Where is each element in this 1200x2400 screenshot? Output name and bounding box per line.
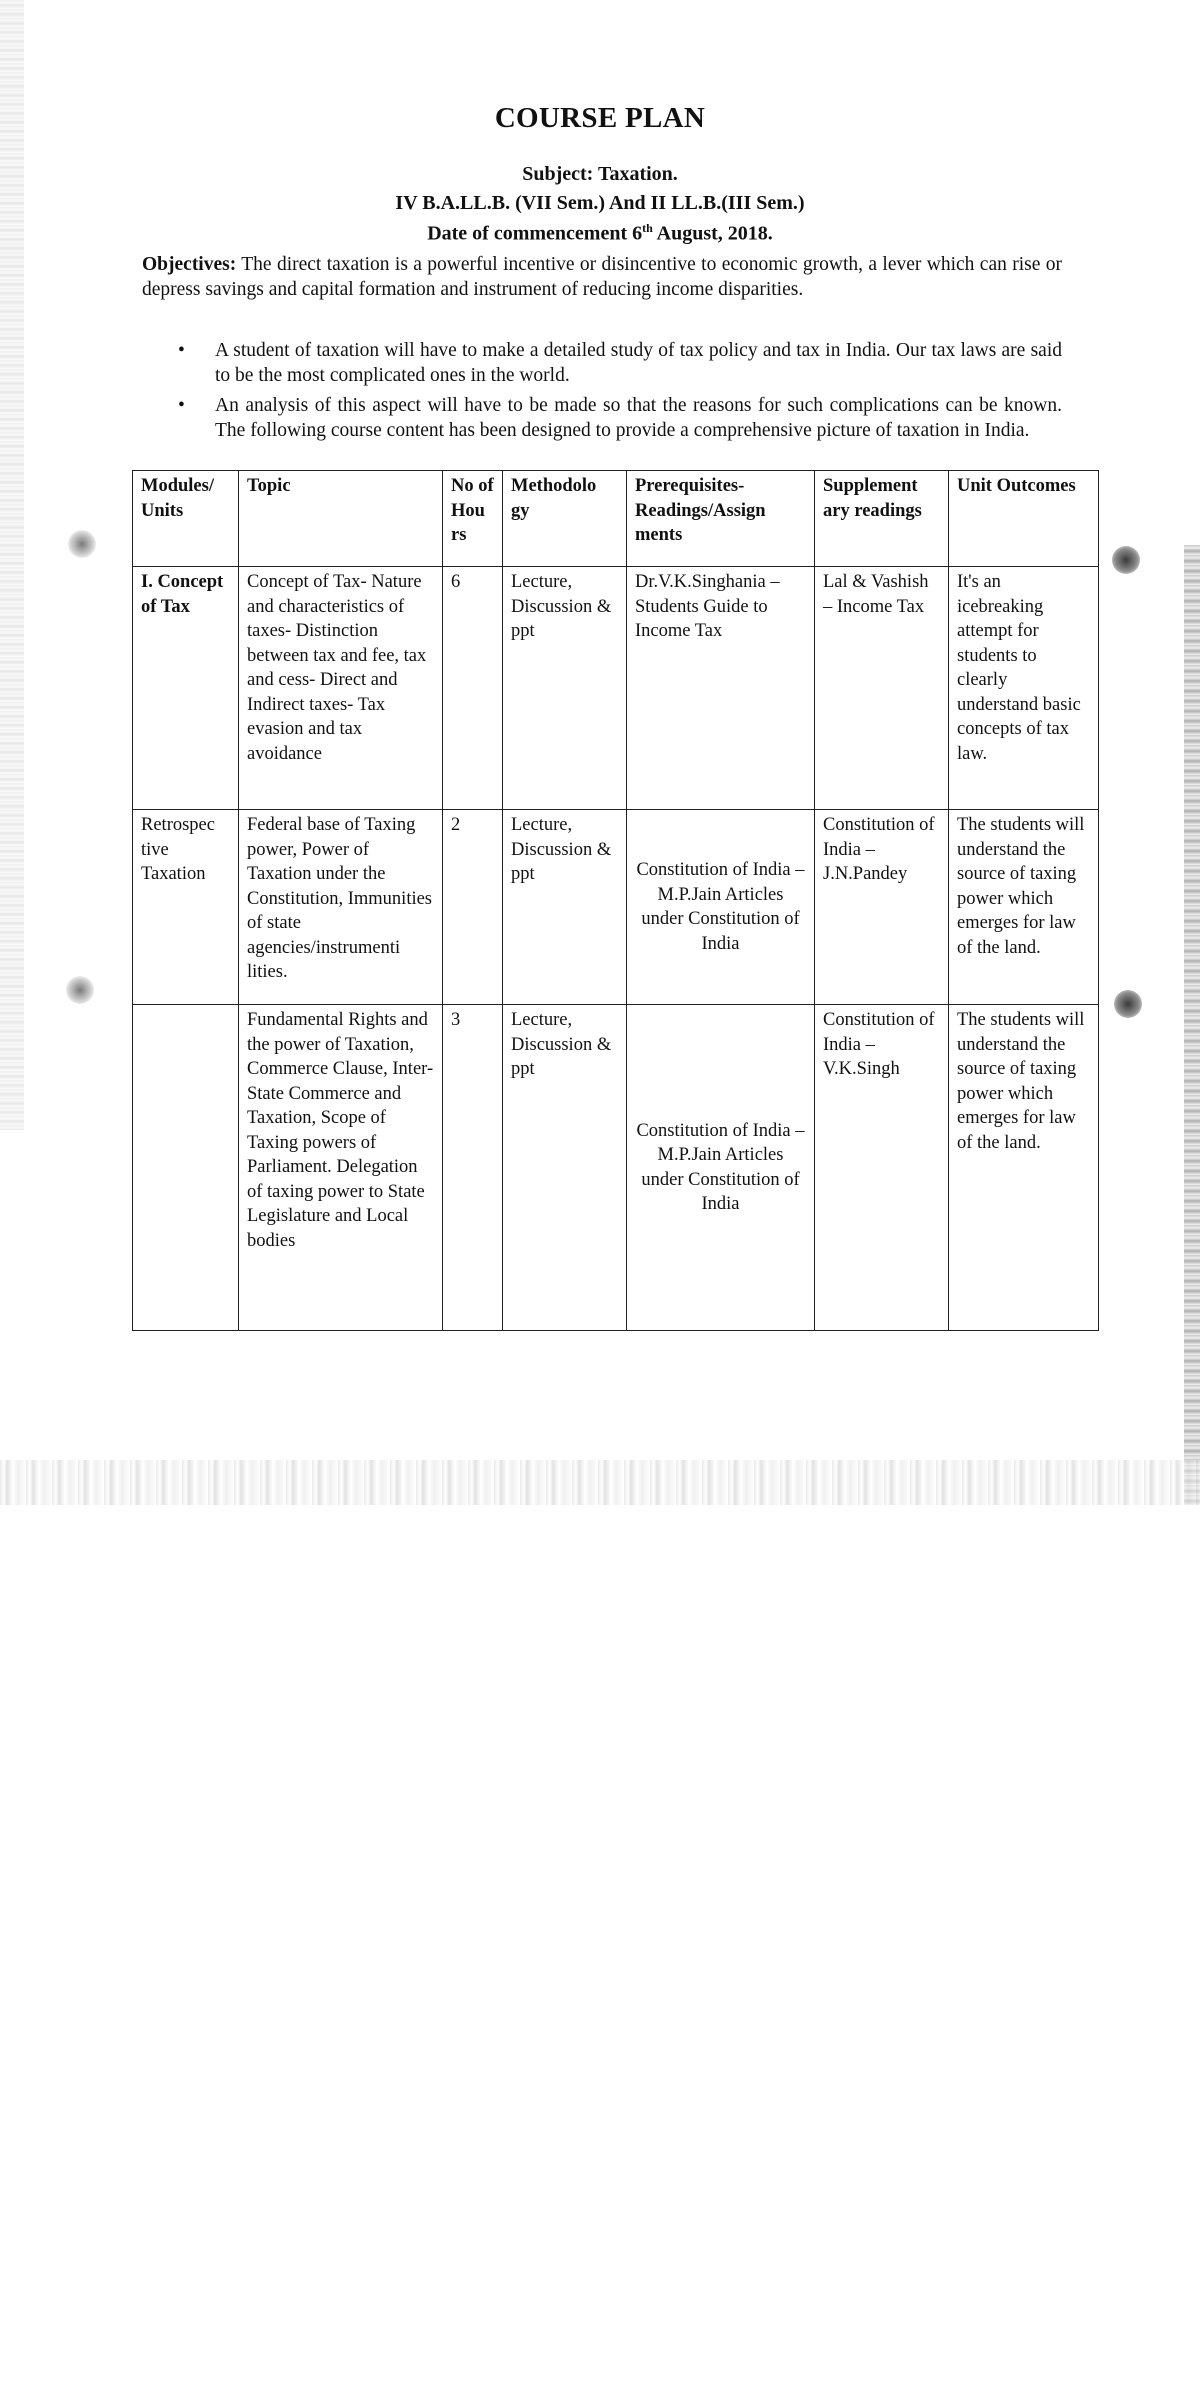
scan-bottom-artifact [0, 1460, 1200, 1505]
cell-module: I. Concept of Tax [133, 567, 239, 810]
table-row [133, 1005, 1099, 1331]
cell-prerequisites: Constitution of India – M.P.Jain Articles under Constitution of India [627, 810, 815, 1005]
header-outcomes: Unit Outcomes [949, 471, 1099, 567]
cell-hours: 2 [443, 810, 503, 1005]
subject-line: Subject: Taxation. [522, 163, 678, 185]
cell-supplementary: Constitution of India – J.N.Pandey [815, 810, 949, 1005]
table-header-row [133, 471, 1099, 567]
cell-methodology: Lecture, Discussion & ppt [503, 567, 627, 810]
document-title: COURSE PLAN [494, 102, 706, 134]
header-hours: No of Hou rs [443, 471, 503, 567]
cell-topic: Concept of Tax- Nature and characteristics of taxes- Distinction between tax and fee, tax and cess- Direct and Indirect taxes- Tax evasion and tax avoidance [239, 567, 443, 810]
cell-topic: Fundamental Rights and the power of Taxation, Commerce Clause, Inter-State Commerce and Taxation, Scope of Taxing powers of Parliament. Delegation of taxing power to State Legislature and Local bodies [239, 1005, 443, 1331]
punch-hole-icon [66, 976, 94, 1004]
list-item: • An analysis of this aspect will have to be made so that the reasons for such complications can be known. The following course content has been designed to provide a comprehensive picture of taxation in India. [178, 395, 1062, 441]
commencement-date: Date of commencement 6th August, 2018. [427, 221, 773, 245]
cell-methodology: Lecture, Discussion & ppt [503, 810, 627, 1005]
header-modules: Modules/ Units [133, 471, 239, 567]
header-topic: Topic [239, 471, 443, 567]
cell-outcomes: It's an icebreaking attempt for students to clearly understand basic concepts of tax law. [949, 567, 1099, 810]
objectives-list [170, 338, 1062, 448]
cell-outcomes: The students will understand the source of taxing power which emerges for law of the land. [949, 810, 1099, 1005]
cell-module: Retrospec tive Taxation [133, 810, 239, 1005]
course-plan-table [132, 470, 1099, 1331]
objectives-paragraph [142, 252, 1062, 302]
bullet-icon: • [178, 395, 185, 416]
list-item: • A student of taxation will have to make a detailed study of tax policy and tax in India. Our tax laws are said to be the most complicated ones in the world. [178, 340, 1062, 386]
punch-hole-icon [68, 530, 96, 558]
bullet-icon: • [178, 340, 185, 361]
header-supplementary: Supplement ary readings [815, 471, 949, 567]
cell-hours: 6 [443, 567, 503, 810]
punch-hole-icon [1114, 990, 1142, 1018]
punch-hole-icon [1112, 546, 1140, 574]
cell-methodology: Lecture, Discussion & ppt [503, 1005, 627, 1331]
cell-outcomes: The students will understand the source of taxing power which emerges for law of the land. [949, 1005, 1099, 1331]
cell-hours: 3 [443, 1005, 503, 1331]
table-row [133, 810, 1099, 1005]
scan-edge-artifact [1184, 545, 1200, 1505]
objectives-text: The direct taxation is a powerful incentive or disincentive to economic growth, a lever which can rise or depress savings and capital formation and instrument of reducing income disparities. [142, 254, 1062, 300]
cell-prerequisites: Dr.V.K.Singhania – Students Guide to Income Tax [627, 567, 815, 810]
objectives-label: Objectives: [142, 254, 237, 275]
cell-topic: Federal base of Taxing power, Power of Taxation under the Constitution, Immunities of state agencies/instrumenti lities. [239, 810, 443, 1005]
table-row [133, 567, 1099, 810]
cell-supplementary: Constitution of India – V.K.Singh [815, 1005, 949, 1331]
header-prerequisites: Prerequisites-Readings/Assign ments [627, 471, 815, 567]
cell-module [133, 1005, 239, 1331]
cell-prerequisites: Constitution of India – M.P.Jain Articles under Constitution of India [627, 1005, 815, 1331]
program-line: IV B.A.LL.B. (VII Sem.) And II LL.B.(III Sem.) [395, 192, 805, 214]
header-methodology: Methodolo gy [503, 471, 627, 567]
cell-supplementary: Lal & Vashish – Income Tax [815, 567, 949, 810]
